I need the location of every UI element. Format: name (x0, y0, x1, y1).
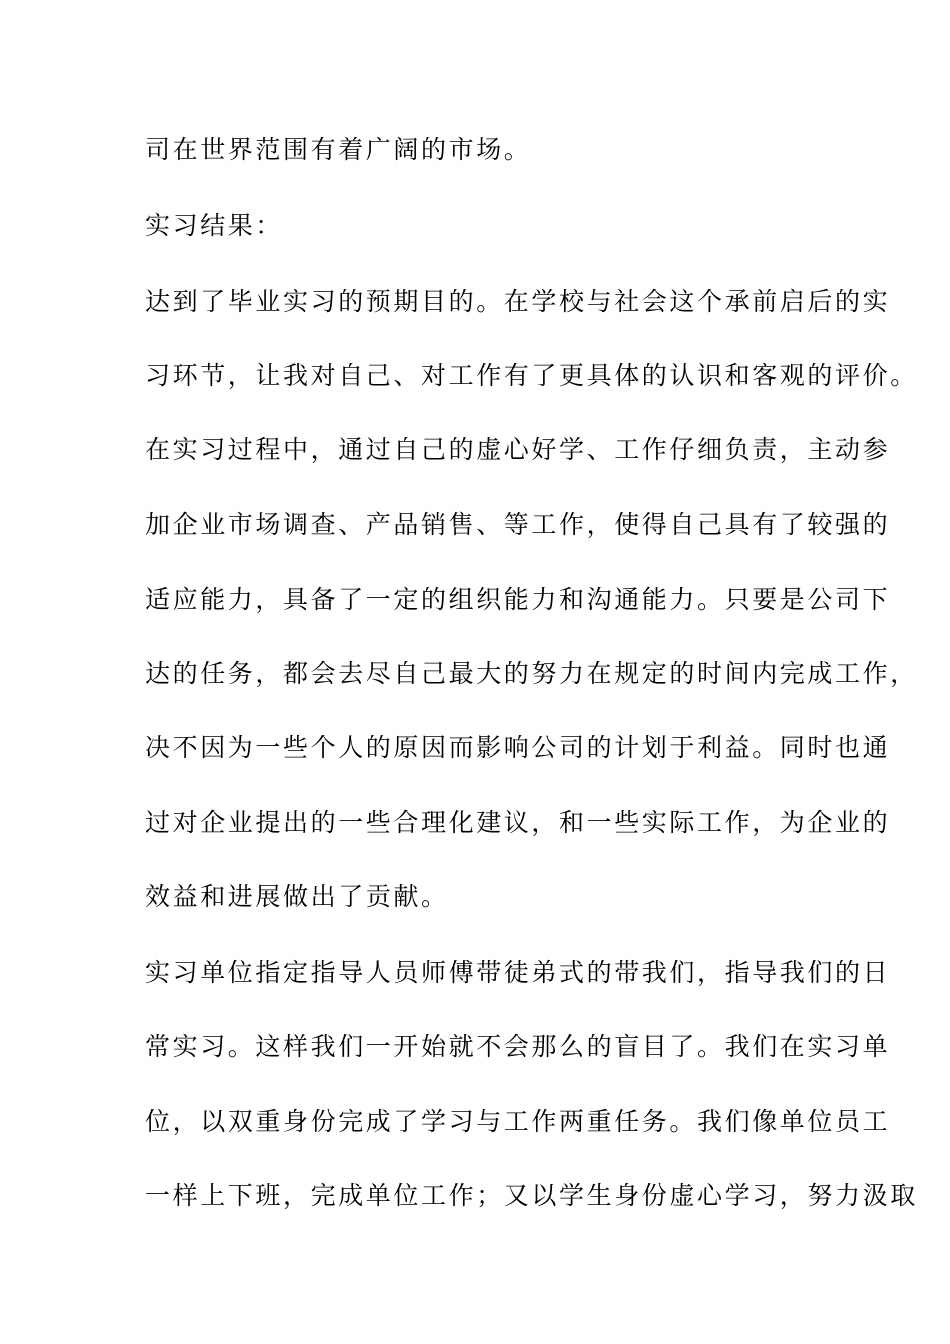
text-line: 过对企业提出的一些合理化建议，和一些实际工作，为企业的 (145, 808, 891, 837)
section-heading: 实习结果： (145, 211, 284, 240)
text-line: 司在世界范围有着广阔的市场。 (145, 135, 532, 164)
text-line: 一样上下班，完成单位工作；又以学生身份虚心学习，努力汲取 (145, 1181, 918, 1210)
text-line: 习环节，让我对自己、对工作有了更具体的认识和客观的评价。 (145, 361, 918, 390)
text-line: 位，以双重身份完成了学习与工作两重任务。我们像单位员工 (145, 1107, 891, 1136)
text-line: 决不因为一些个人的原因而影响公司的计划于利益。同时也通 (145, 733, 891, 762)
text-line: 实习单位指定指导人员师傅带徒弟式的带我们，指导我们的日 (145, 958, 891, 987)
text-line: 常实习。这样我们一开始就不会那么的盲目了。我们在实习单 (145, 1032, 891, 1061)
text-line: 适应能力，具备了一定的组织能力和沟通能力。只要是公司下 (145, 585, 891, 614)
text-line: 加企业市场调查、产品销售、等工作，使得自己具有了较强的 (145, 510, 891, 539)
text-line: 达到了毕业实习的预期目的。在学校与社会这个承前启后的实 (145, 287, 891, 316)
text-line: 效益和进展做出了贡献。 (145, 882, 449, 911)
text-line: 达的任务，都会去尽自己最大的努力在规定的时间内完成工作， (145, 659, 918, 688)
text-line: 在实习过程中，通过自己的虚心好学、工作仔细负责，主动参 (145, 435, 891, 464)
